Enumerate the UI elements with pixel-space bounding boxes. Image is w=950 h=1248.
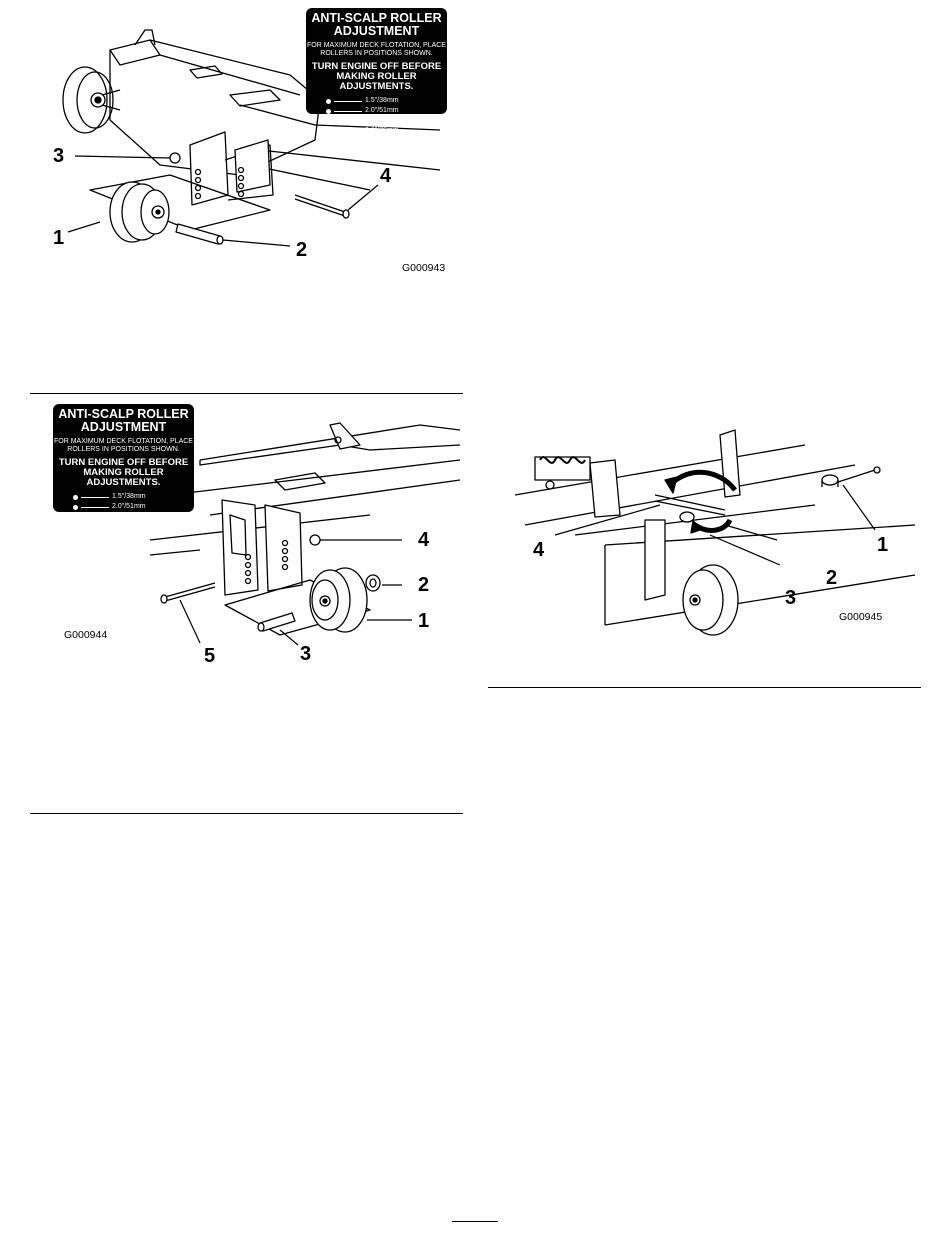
decal-title: ANTI-SCALP ROLLER ADJUSTMENT [311, 11, 442, 38]
callout-4: 4 [533, 539, 545, 561]
decal-position-item: 2.5"/63mm [326, 116, 447, 126]
callout-3: 3 [785, 587, 797, 609]
callout-1: 1 [418, 610, 430, 632]
decal-position-item: 2.5"/63mm [73, 512, 194, 522]
decal-subtitle: FOR MAXIMUM DECK FLOTATION, PLACE ROLLERS IN POSITIONS SHOWN. [54, 438, 193, 453]
decal-title: ANTI-SCALP ROLLER ADJUSTMENT [58, 407, 189, 434]
decal-warning: TURN ENGINE OFF BEFORE MAKING ROLLER ADJUSTMENTS. [58, 457, 189, 488]
callout-4: 4 [380, 165, 392, 187]
figure-id: G000944 [64, 629, 108, 641]
figure-id: G000945 [839, 611, 883, 623]
section-divider [30, 813, 463, 814]
decal-position-item: 1.5"/38mm [326, 96, 447, 106]
callout-5: 5 [204, 645, 216, 667]
anti-scalp-decal-top [306, 8, 447, 134]
roller-pin-adjustment-drawing [495, 425, 915, 640]
figure-g000945 [495, 425, 915, 640]
decal-position-item: 2.0"/51mm [73, 502, 194, 512]
decal-position-list [306, 96, 447, 136]
callout-2: 2 [296, 239, 308, 261]
page-footer-rule [452, 1221, 498, 1222]
decal-position-item: 3.0"/76mm [326, 126, 447, 136]
callout-2: 2 [418, 574, 430, 596]
callout-3: 3 [300, 643, 312, 665]
decal-subtitle: FOR MAXIMUM DECK FLOTATION, PLACE ROLLERS IN POSITIONS SHOWN. [307, 42, 446, 57]
decal-position-item: 3.0"/76mm [73, 522, 194, 532]
decal-position-list [53, 492, 194, 532]
anti-scalp-decal-middle [53, 404, 194, 530]
decal-position-item: 2.0"/51mm [326, 106, 447, 116]
callout-1: 1 [53, 227, 65, 249]
decal-position-item: 1.5"/38mm [73, 492, 194, 502]
callout-3: 3 [53, 145, 65, 167]
decal-warning: TURN ENGINE OFF BEFORE MAKING ROLLER ADJUSTMENTS. [311, 61, 442, 92]
figure-id: G000943 [402, 262, 446, 274]
callout-2: 2 [826, 567, 838, 589]
section-divider [30, 393, 463, 394]
callout-4: 4 [418, 529, 430, 551]
callout-1: 1 [877, 534, 889, 556]
section-divider [488, 687, 921, 688]
